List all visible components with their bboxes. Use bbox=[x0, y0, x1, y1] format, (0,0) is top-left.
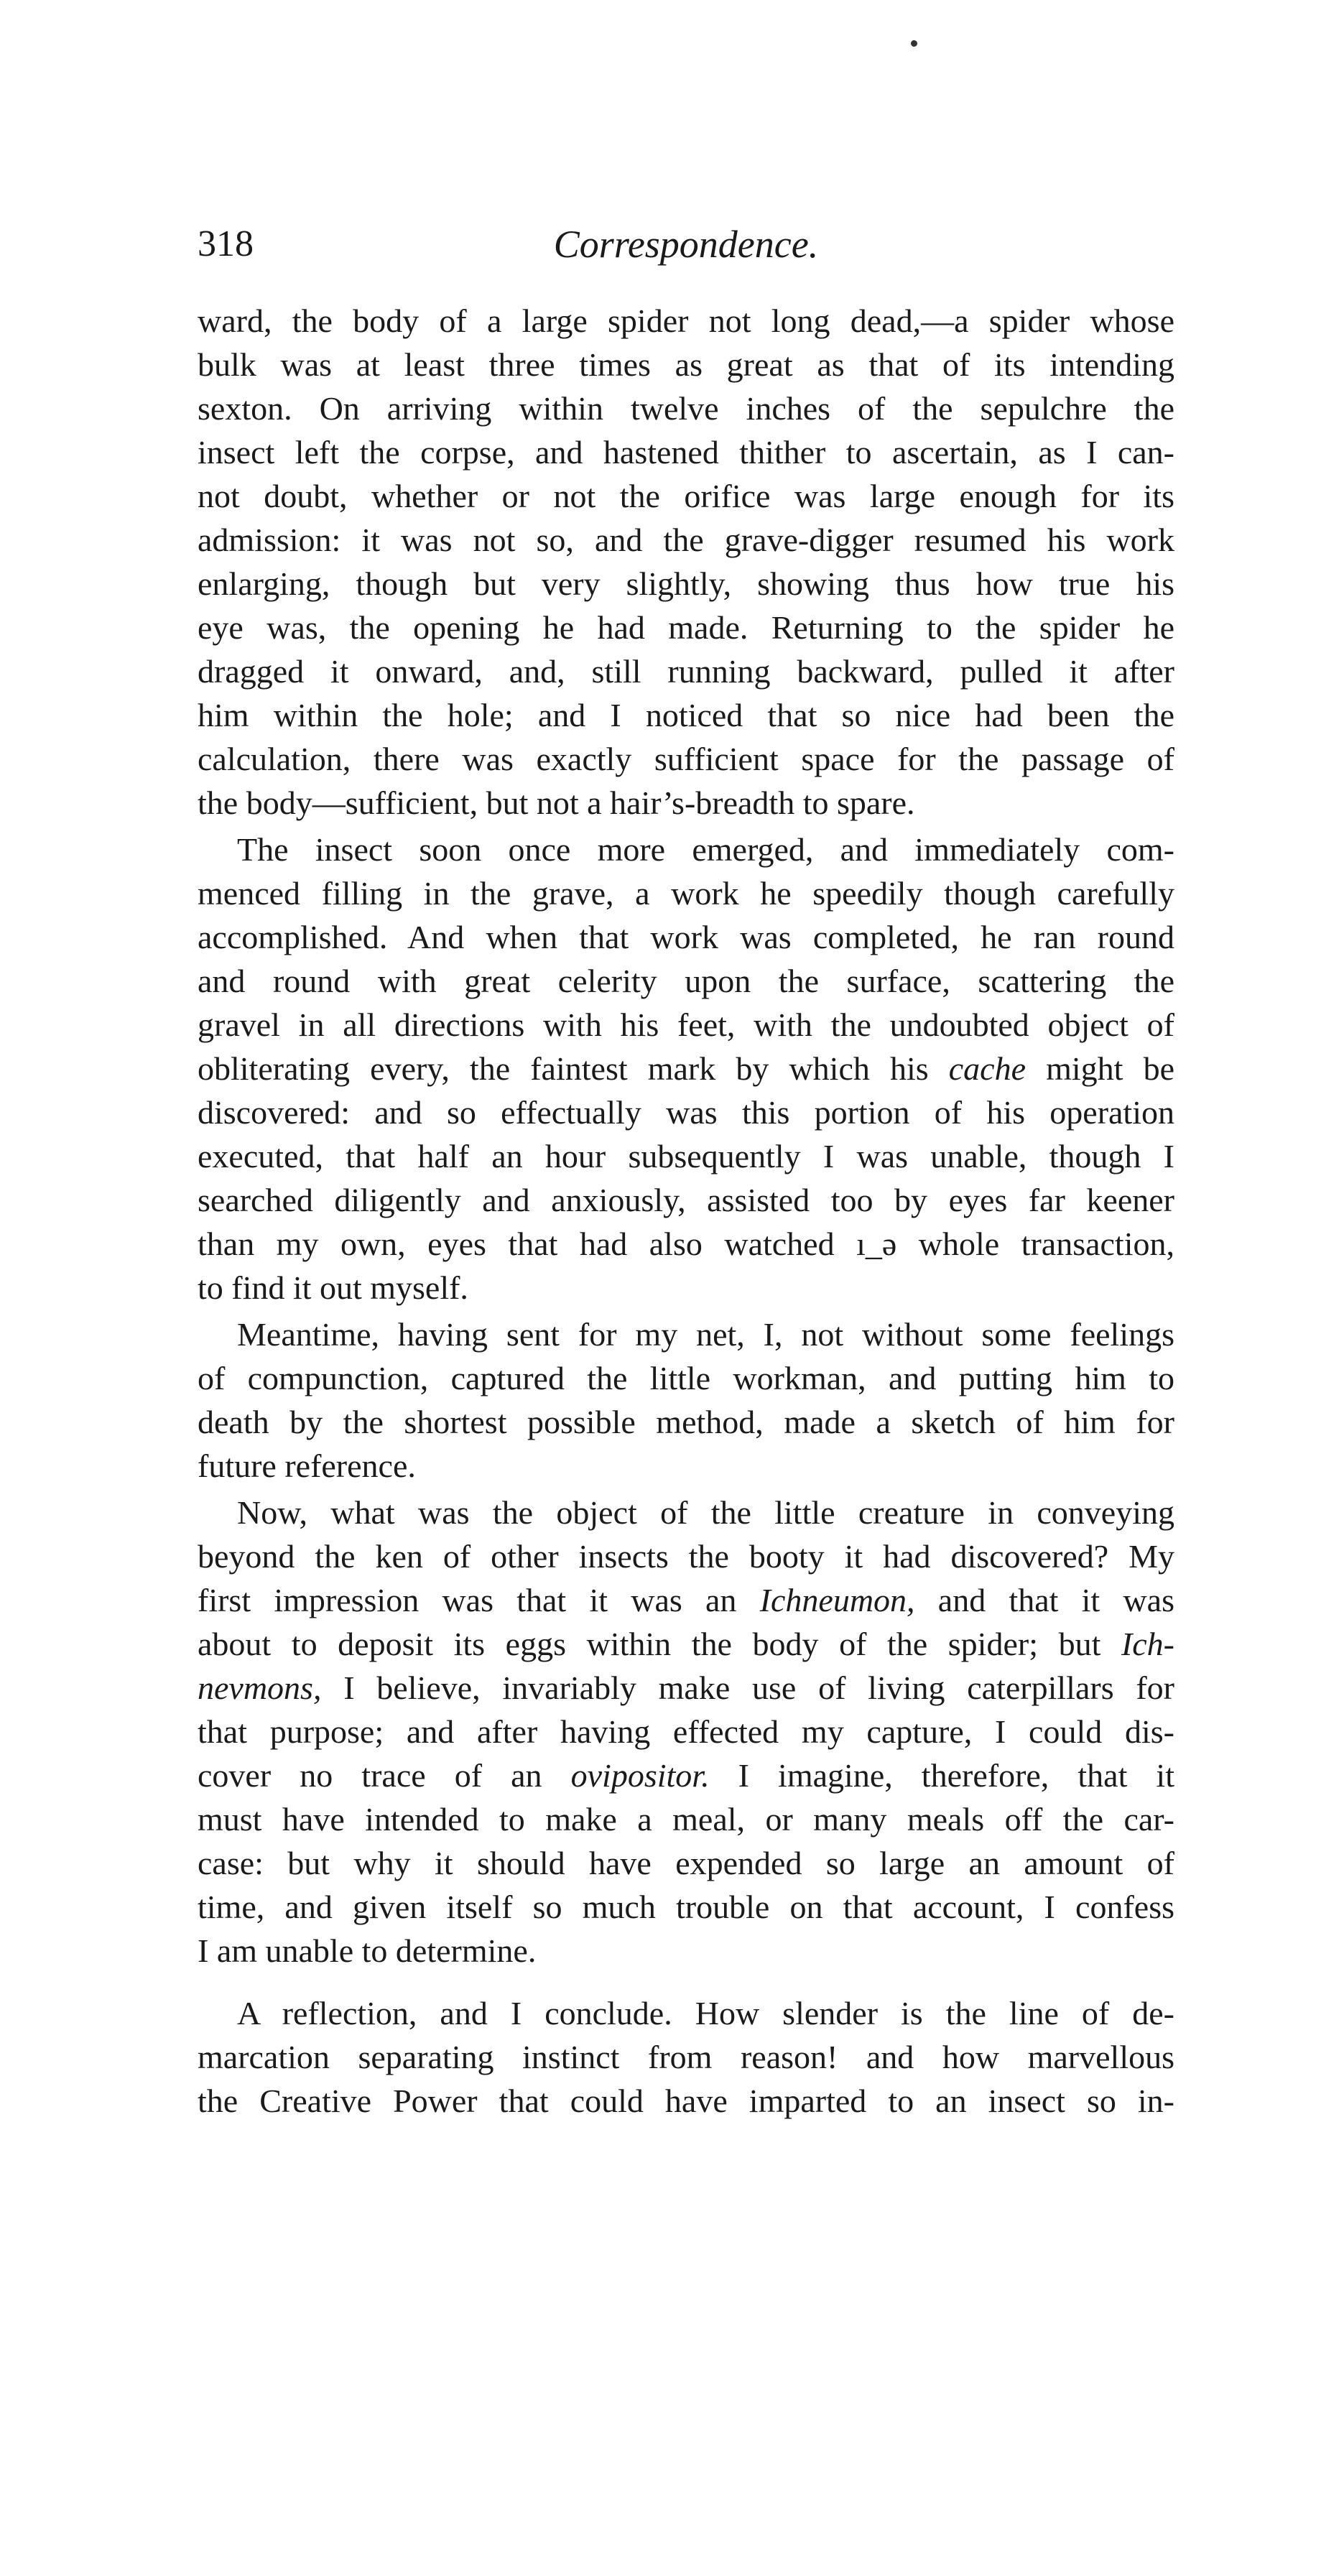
text-line: bulk was at least three times as great as that of its intending bbox=[198, 346, 1174, 383]
text-line: ward, the body of a large spider not long dead,—a spider whose bbox=[198, 302, 1174, 339]
text-line: future reference. bbox=[198, 1447, 416, 1484]
paragraph-5 bbox=[198, 1991, 1174, 2123]
paragraph-2 bbox=[198, 828, 1174, 1310]
italic-term: cache bbox=[948, 1050, 1026, 1087]
text-line: Now, what was the object of the little creature in conveying bbox=[237, 1494, 1174, 1531]
text-line: menced filling in the grave, a work he speedily though carefully bbox=[198, 875, 1174, 912]
text-line: to find it out myself. bbox=[198, 1269, 468, 1306]
text-line: must have intended to make a meal, or many meals off the car- bbox=[198, 1801, 1174, 1838]
text-line: admission: it was not so, and the grave-digger resumed his work bbox=[198, 522, 1174, 558]
paragraph-3 bbox=[198, 1312, 1174, 1488]
text-line: Meantime, having sent for my net, I, not without some feelings bbox=[237, 1316, 1174, 1353]
text-segment: I believe, invariably make use of living caterpillars for bbox=[321, 1669, 1174, 1706]
text-segment: about to deposit its eggs within the body of the spider; but bbox=[198, 1626, 1121, 1662]
text-segment: and that it was bbox=[914, 1582, 1174, 1618]
text-line: not doubt, whether or not the orifice was large enough for its bbox=[198, 478, 1174, 514]
text-line-with-italic bbox=[198, 1047, 1174, 1090]
text-line: death by the shortest possible method, made a sketch of him for bbox=[198, 1404, 1174, 1440]
text-line: than my own, eyes that had also watched ı_ə whole transaction, bbox=[198, 1226, 1174, 1262]
paragraph-1 bbox=[198, 299, 1174, 825]
page-header bbox=[198, 216, 1174, 273]
text-line: case: but why it should have expended so large an amount of bbox=[198, 1845, 1174, 1881]
text-line: insect left the corpse, and hastened thither to ascertain, as I can- bbox=[198, 434, 1174, 471]
text-line: him within the hole; and I noticed that so nice had been the bbox=[198, 697, 1174, 733]
text-line: discovered: and so effectually was this portion of his operation bbox=[198, 1094, 1174, 1131]
text-line: the Creative Power that could have imparted to an insect so in- bbox=[198, 2082, 1174, 2119]
paragraph-4 bbox=[198, 1491, 1174, 1973]
text-line: dragged it onward, and, still running backward, pulled it after bbox=[198, 653, 1174, 690]
text-line: eye was, the opening he had made. Returning to the spider he bbox=[198, 609, 1174, 646]
text-line: of compunction, captured the little workman, and putting him to bbox=[198, 1360, 1174, 1396]
running-title: Correspondence. bbox=[553, 223, 819, 266]
italic-term: Ichneumon, bbox=[759, 1582, 915, 1618]
text-line: enlarging, though but very slightly, showing thus how true his bbox=[198, 565, 1174, 602]
text-line: A reflection, and I conclude. How slender is the line of de- bbox=[237, 1995, 1174, 2031]
text-line: The insect soon once more emerged, and immediately com- bbox=[237, 831, 1174, 868]
text-segment: might be bbox=[1026, 1050, 1174, 1087]
page-number: 318 bbox=[198, 223, 254, 264]
italic-term: nevmons, bbox=[198, 1669, 322, 1706]
italic-term: ovipositor. bbox=[570, 1757, 710, 1794]
scan-speck bbox=[911, 40, 917, 47]
text-line: searched diligently and anxiously, assisted too by eyes far keener bbox=[198, 1182, 1174, 1218]
text-line: calculation, there was exactly sufficient space for the passage of bbox=[198, 741, 1174, 777]
text-line-with-italic bbox=[198, 1578, 1174, 1622]
body-text bbox=[198, 299, 1174, 2126]
text-line: the body—sufficient, but not a hair’s-breadth to spare. bbox=[198, 784, 915, 821]
italic-term: Ich- bbox=[1121, 1626, 1174, 1662]
text-line: executed, that half an hour subsequently I was unable, though I bbox=[198, 1138, 1174, 1175]
text-line: beyond the ken of other insects the booty it had discovered? My bbox=[198, 1538, 1174, 1575]
text-segment: first impression was that it was an bbox=[198, 1582, 760, 1618]
text-segment: obliterating every, the faintest mark by which his bbox=[198, 1050, 949, 1087]
text-line: marcation separating instinct from reason! and how marvellous bbox=[198, 2039, 1174, 2075]
text-line: time, and given itself so much trouble on that account, I confess bbox=[198, 1889, 1174, 1925]
text-line: accomplished. And when that work was completed, he ran round bbox=[198, 919, 1174, 955]
text-segment: I imagine, therefore, that it bbox=[709, 1757, 1174, 1794]
text-line: sexton. On arriving within twelve inches of the sepulchre the bbox=[198, 390, 1174, 427]
text-line: gravel in all directions with his feet, with the undoubted object of bbox=[198, 1006, 1174, 1043]
text-line: and round with great celerity upon the surface, scattering the bbox=[198, 963, 1174, 999]
text-line-with-italic bbox=[198, 1622, 1174, 1666]
text-line-with-italic bbox=[198, 1666, 1174, 1710]
text-line-with-italic bbox=[198, 1753, 1174, 1797]
text-segment: cover no trace of an bbox=[198, 1757, 571, 1794]
text-line: I am unable to determine. bbox=[198, 1932, 537, 1969]
text-line: that purpose; and after having effected my capture, I could dis- bbox=[198, 1713, 1174, 1750]
